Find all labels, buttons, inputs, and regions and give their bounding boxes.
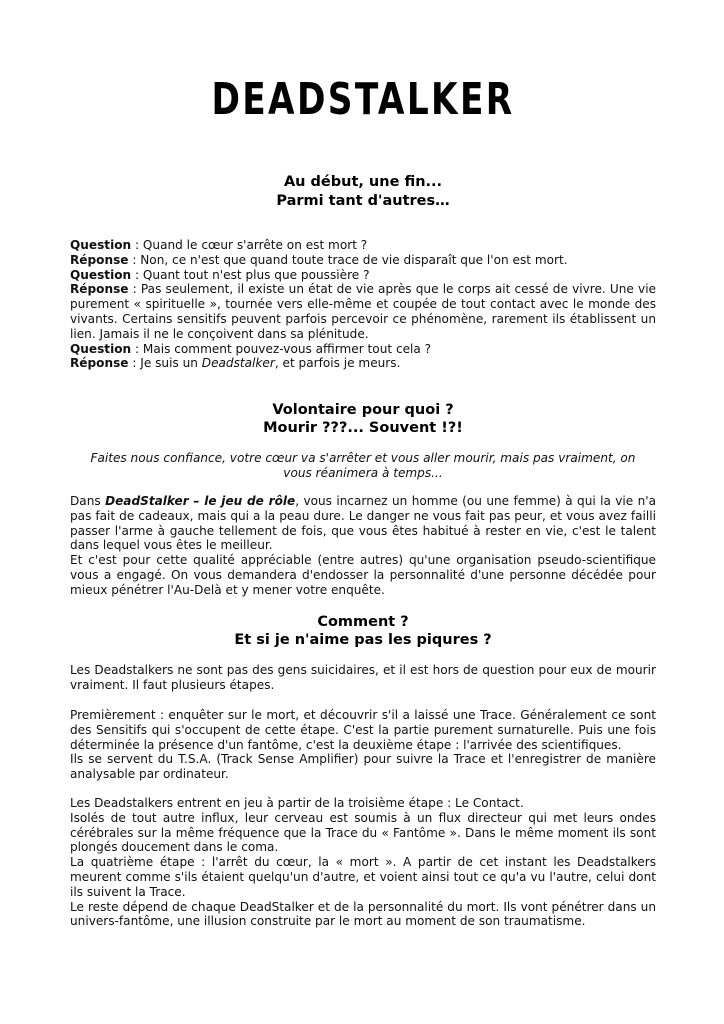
qa-text: : Quand le cœur s'arrête on est mort ?	[131, 238, 368, 252]
qa-italic-text: Deadstalker	[201, 356, 275, 371]
qa-text: : Pas seulement, il existe un état de vie après que le corps ait cessé de vivre. Une vie purement « spirituelle », tournée vers elle-même et coupée de tout contact avec le monde des vivants. Certains sensitifs peuvent parfois percevoir ce phénomène, rarement ils établissent un lien. Jamais il ne le conçoivent dans sa plénitude.	[70, 282, 656, 341]
qa-label: Réponse	[70, 252, 129, 267]
paragraph: Premièrement : enquêter sur le mort, et découvrir s'il a laissé une Trace. Généralement ce sont des Sensitifs qui s'occupent de cette étape. C'est la partie purement surnaturelle. Puis une fois déterminée la présence d'un fantôme, c'est la deuxième étape : l'arrivée des scientifiques.	[70, 708, 656, 752]
italic-quote: Faites nous confiance, votre cœur va s'arrêter et vous aller mourir, mais pas vraiment, on vous réanimera à temps...	[90, 451, 636, 480]
qa-label: Réponse	[70, 356, 129, 371]
paragraph-text: Dans	[70, 494, 106, 508]
section3-steps	[70, 708, 656, 782]
qa-text: : Non, ce n'est que quand toute trace de vie disparaît que l'on est mort.	[128, 252, 568, 267]
section1-heading-line2: Parmi tant d'autres…	[276, 193, 450, 209]
paragraph: Et c'est pour cette qualité appréciable (entre autres) qu'une organisation pseudo-scientifique vous a engagé. On vous demandera d'endosser la personnalité d'une personne décédée pour mieux pénétrer l'Au-Delà et y mener votre enquête.	[70, 553, 656, 597]
game-title-text: DeadStalker – le jeu de rôle	[105, 494, 296, 508]
paragraph: Isolés de tout autre influx, leur cerveau est soumis à un flux directeur qui met leurs ondes cérébrales sur la même fréquence que la Trace du « Fantôme ». Dans le même moment ils sont plongés doucement dans le coma.	[70, 810, 656, 855]
qa-label: Question	[70, 267, 132, 282]
paragraph: La quatrième étape : l'arrêt du cœur, la « mort ». A partir de cet instant les Deadstalkers meurent comme s'ils étaient quelqu'un d'autre, et voient ainsi tout ce qu'a vu l'autre, celui dont ils suivent la Trace.	[70, 855, 656, 899]
paragraph: Le reste dépend de chaque DeadStalker et de la personnalité du mort. Ils vont pénétrer dans un univers-fantôme, une illusion construite par le mort au moment de son traumatisme.	[70, 899, 656, 929]
paragraph: Les Deadstalkers ne sont pas des gens suicidaires, et il est hors de question pour eux de mourir vraiment. Il faut plusieurs étapes.	[70, 663, 656, 692]
section2-heading-line1: Volontaire pour quoi ?	[272, 402, 454, 418]
qa-block	[70, 238, 656, 371]
document-title: DEADSTALKER	[211, 74, 515, 125]
qa-text: : Je suis un	[128, 356, 202, 371]
qa-label: Question	[70, 341, 132, 356]
qa-line	[70, 282, 656, 341]
qa-text: , et parfois je meurs.	[274, 356, 401, 371]
qa-line	[70, 342, 656, 357]
qa-line	[70, 268, 656, 283]
qa-text: : Mais comment pouvez-vous affirmer tout cela ?	[131, 341, 432, 356]
section1-heading-line1: Au début, une fin...	[283, 174, 443, 190]
section3-contact	[70, 796, 656, 929]
paragraph-text: , vous incarnez un homme (ou une femme) à qui la vie n'a pas fait de cadeaux, mais qui a la peau dure. Le danger ne vous fait pas peur, et vous avez failli passer l'arme à gauche tellement de fois, que vous êtes habitué à rester en vie, c'est le talent dans lequel vous êtes le meilleur.	[70, 494, 656, 553]
section3-heading-line2: Et si je n'aime pas les piqures ?	[234, 632, 492, 648]
paragraph	[70, 494, 656, 553]
qa-line	[70, 238, 656, 253]
qa-label: Réponse	[70, 282, 129, 297]
qa-label: Question	[70, 238, 132, 252]
qa-line	[70, 356, 656, 371]
paragraph: Ils se servent du T.S.A. (Track Sense Amplifier) pour suivre la Trace et l'enregistrer de manière analysable par ordinateur.	[70, 752, 656, 782]
qa-text: : Quant tout n'est plus que poussière ?	[131, 267, 370, 282]
section3-heading-line1: Comment ?	[317, 614, 409, 630]
paragraph: Les Deadstalkers entrent en jeu à partir de la troisième étape : Le Contact.	[70, 796, 524, 810]
section2-heading-line2: Mourir ???... Souvent !?!	[263, 420, 463, 436]
qa-line	[70, 253, 656, 268]
section2-body	[70, 494, 656, 598]
